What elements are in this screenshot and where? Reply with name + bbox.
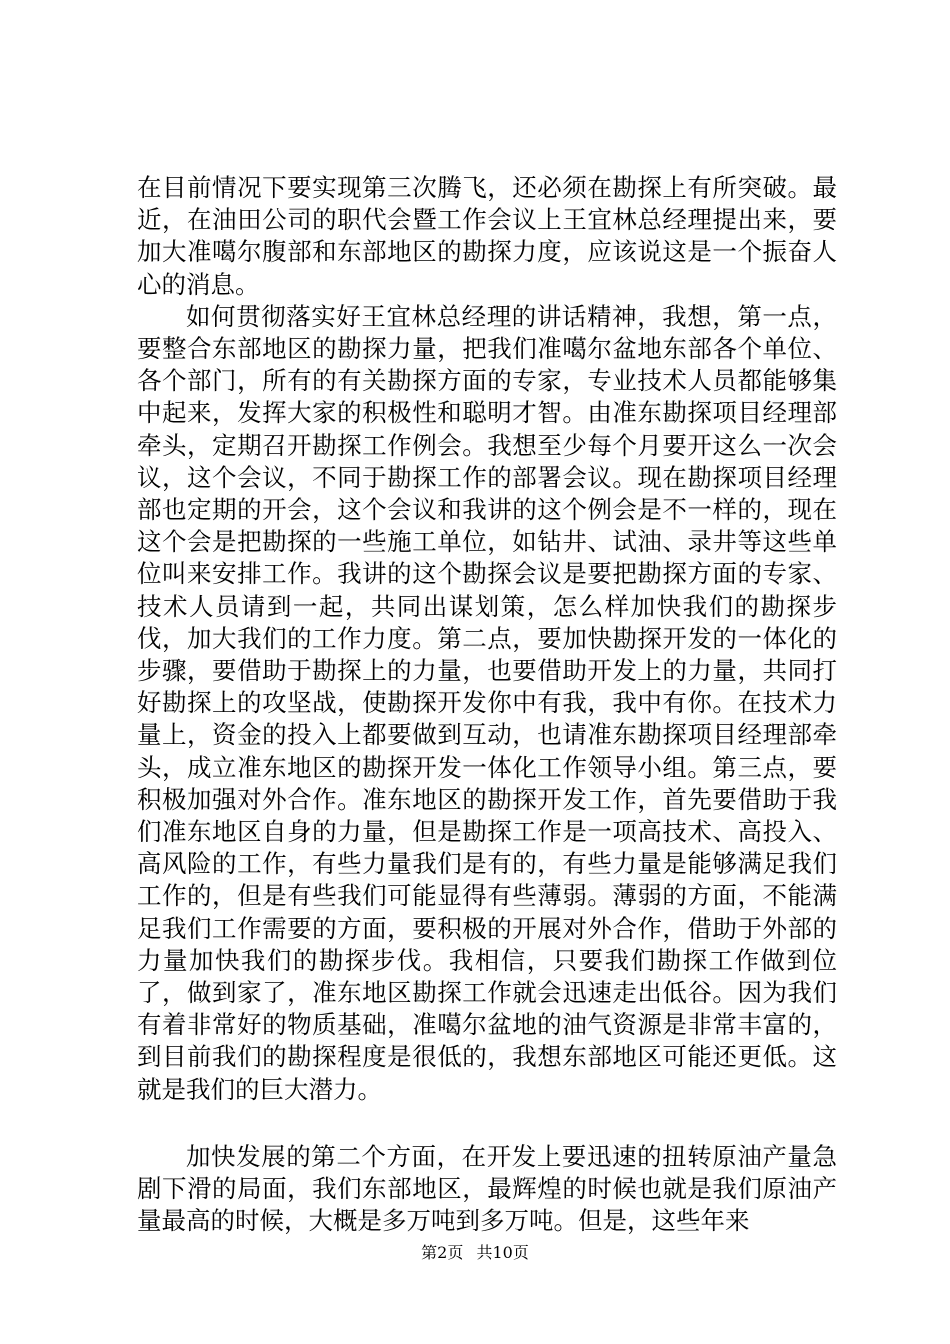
paragraph-1: 在目前情况下要实现第三次腾飞，还必须在勘探上有所突破。最近，在油田公司的职代会暨工作会议上王宜林总经理提出来，要加大准噶尔腹部和东部地区的勘探力度，应该说这是一个振奋人心的消息。 (137, 173, 837, 299)
paragraph-3: 加快发展的第二个方面，在开发上要迅速的扭转原油产量急剧下滑的局面，我们东部地区，最辉煌的时候也就是我们原油产量最高的时候，大概是多万吨到多万吨。但是，这些年来 (137, 1141, 837, 1236)
paragraph-2: 如何贯彻落实好王宜林总经理的讲话精神，我想，第一点，要整合东部地区的勘探力量，把我们准噶尔盆地东部各个单位、各个部门，所有的有关勘探方面的专家，专业技术人员都能够集中起来，发挥大家的积极性和聪明才智。由准东勘探项目经理部牵头，定期召开勘探工作例会。我想至少每个月要开这么一次会议，这个会议，不同于勘探工作的部署会议。现在勘探项目经理部也定期的开会，这个会议和我讲的这个例会是不一样的，现在这个会是把勘探的一些施工单位，如钻井、试油、录井等这些单位叫来安排工作。我讲的这个勘探会议是要把勘探方面的专家、技术人员请到一起，共同出谋划策，怎么样加快我们的勘探步伐，加大我们的工作力度。第二点，要加快勘探开发的一体化的步骤，要借助于勘探上的力量，也要借助开发上的力量，共同打好勘探上的攻坚战，使勘探开发你中有我，我中有你。在技术力量上，资金的投入上都要做到互动，也请准东勘探项目经理部牵头，成立准东地区的勘探开发一体化工作领导小组。第三点，要积极加强对外合作。准东地区的勘探开发工作，首先要借助于我们准东地区自身的力量，但是勘探工作是一项高技术、高投入、高风险的工作，有些力量我们是有的，有些力量是能够满足我们工作的，但是有些我们可能显得有些薄弱。薄弱的方面，不能满足我们工作需要的方面，要积极的开展对外合作，借助于外部的力量加快我们的勘探步伐。我相信，只要我们勘探工作做到位了，做到家了，准东地区勘探工作就会迅速走出低谷。因为我们有着非常好的物质基础，准噶尔盆地的油气资源是非常丰富的，到目前我们的勘探程度是很低的，我想东部地区可能还更低。这就是我们的巨大潜力。 (137, 301, 837, 1104)
page-footer (0, 1243, 950, 1263)
page-total: 共10页 (476, 1243, 529, 1262)
page-number: 第2页 (421, 1243, 464, 1262)
document-body (137, 172, 837, 1238)
